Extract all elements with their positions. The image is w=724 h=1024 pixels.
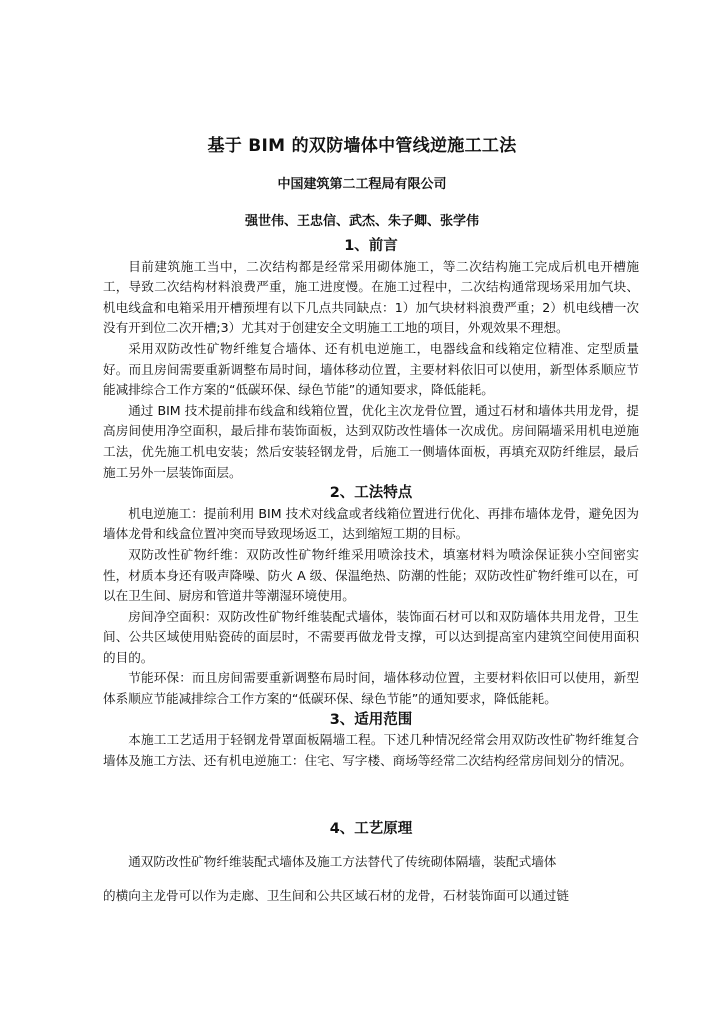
paragraph: 目前建筑施工当中，二次结构都是经常采用砌体施工，等二次结构施工完成后机电开槽施工，导致二次结构材料浪费严重，施工进度慢。在施工过程中，二次结构通常现场采用加气块、机电线盒和电箱采用开槽预埋有以下几点共同缺点：1）加气块材料浪费严重；2）机电线槽一次没有开到位二次开槽;3）尤其对于创建安全文明施工工地的项目，外观效果不理想。 [103,258,639,336]
section-heading-features: 2、工法特点 [329,485,413,502]
paragraph-text: 的横向主龙骨可以作为走廊、卫生间和公共区域石材的龙骨，石材装饰面可以通过链 [103,888,569,903]
paragraph [103,886,639,906]
paragraph: 房间净空面积：双防改性矿物纤维装配式墙体，装饰面石材可以和双防墙体共用龙骨，卫生间、公共区域使用贴瓷砖的面层时，不需要再做龙骨支撑，可以达到提高室内建筑空间使用面积的目的。 [103,608,639,665]
document-body [103,236,639,771]
paragraph: 机电逆施工：提前利用 BIM 技术对线盒或者线箱位置进行优化、再排布墙体龙骨，避免因为墙体龙骨和线盒位置冲突而导致现场返工，达到缩短工期的目标。 [103,505,639,542]
paragraph: 双防改性矿物纤维：双防改性矿物纤维采用喷涂技术，填塞材料为喷涂保证狭小空间密实性，材质本身还有吸声降噪、防火 A 级、保温绝热、防潮的性能；双防改性矿物纤维可以在，可以在卫生间、厨房和管道井等潮湿环境使用。 [103,546,639,604]
paragraph: 节能环保：而且房间需要重新调整布局时间，墙体移动位置，主要材料依旧可以使用，新型体系顺应节能减排综合工作方案的“低碳环保、绿色节能”的通知要求，降低能耗。 [103,670,639,707]
section-4-header [103,819,639,840]
organization-name: 中国建筑第二工程局有限公司 [277,177,447,192]
document-title: 基于 BIM 的双防墙体中管线逆施工工法 [207,136,517,156]
section-heading-preface: 1、前言 [344,238,398,254]
paragraph [103,852,639,872]
paragraph: 本施工工艺适用于轻钢龙骨罩面板隔墙工程。下述几种情况经常会用双防改性矿物纤维复合墙体及施工方法、还有机电逆施工：住宅、写字楼、商场等经常二次结构经常房间划分的情况。 [103,732,639,768]
section-heading-principle: 4、工艺原理 [329,821,413,837]
paragraph-text: 通双防改性矿物纤维装配式墙体及施工方法替代了传统砌体隔墙，装配式墙体 [128,854,557,869]
paragraph: 通过 BIM 技术提前排布线盒和线箱位置，优化主次龙骨位置，通过石材和墙体共用龙骨，提高房间使用净空面积，最后排布装饰面板，达到双防改性墙体一次成优。房间隔墙采用机电逆施工法，优先施工机电安装；然后安装轻钢龙骨，后施工一侧墙体面板，再填充双防纤维层，最后施工另外一层装饰面层。 [103,402,639,480]
section-heading-scope: 3、适用范围 [329,711,413,728]
paragraph: 采用双防改性矿物纤维复合墙体、还有机电逆施工，电器线盒和线箱定位精准、定型质量好。而且房间需要重新调整布局时间，墙体移动位置，主要材料依旧可以使用，新型体系顺应节能减排综合工作方案的“低碳环保、绿色节能”的通知要求，降低能耗。 [103,340,639,398]
author-list: 强世伟、王忠信、武杰、朱子卿、张学伟 [244,214,479,229]
